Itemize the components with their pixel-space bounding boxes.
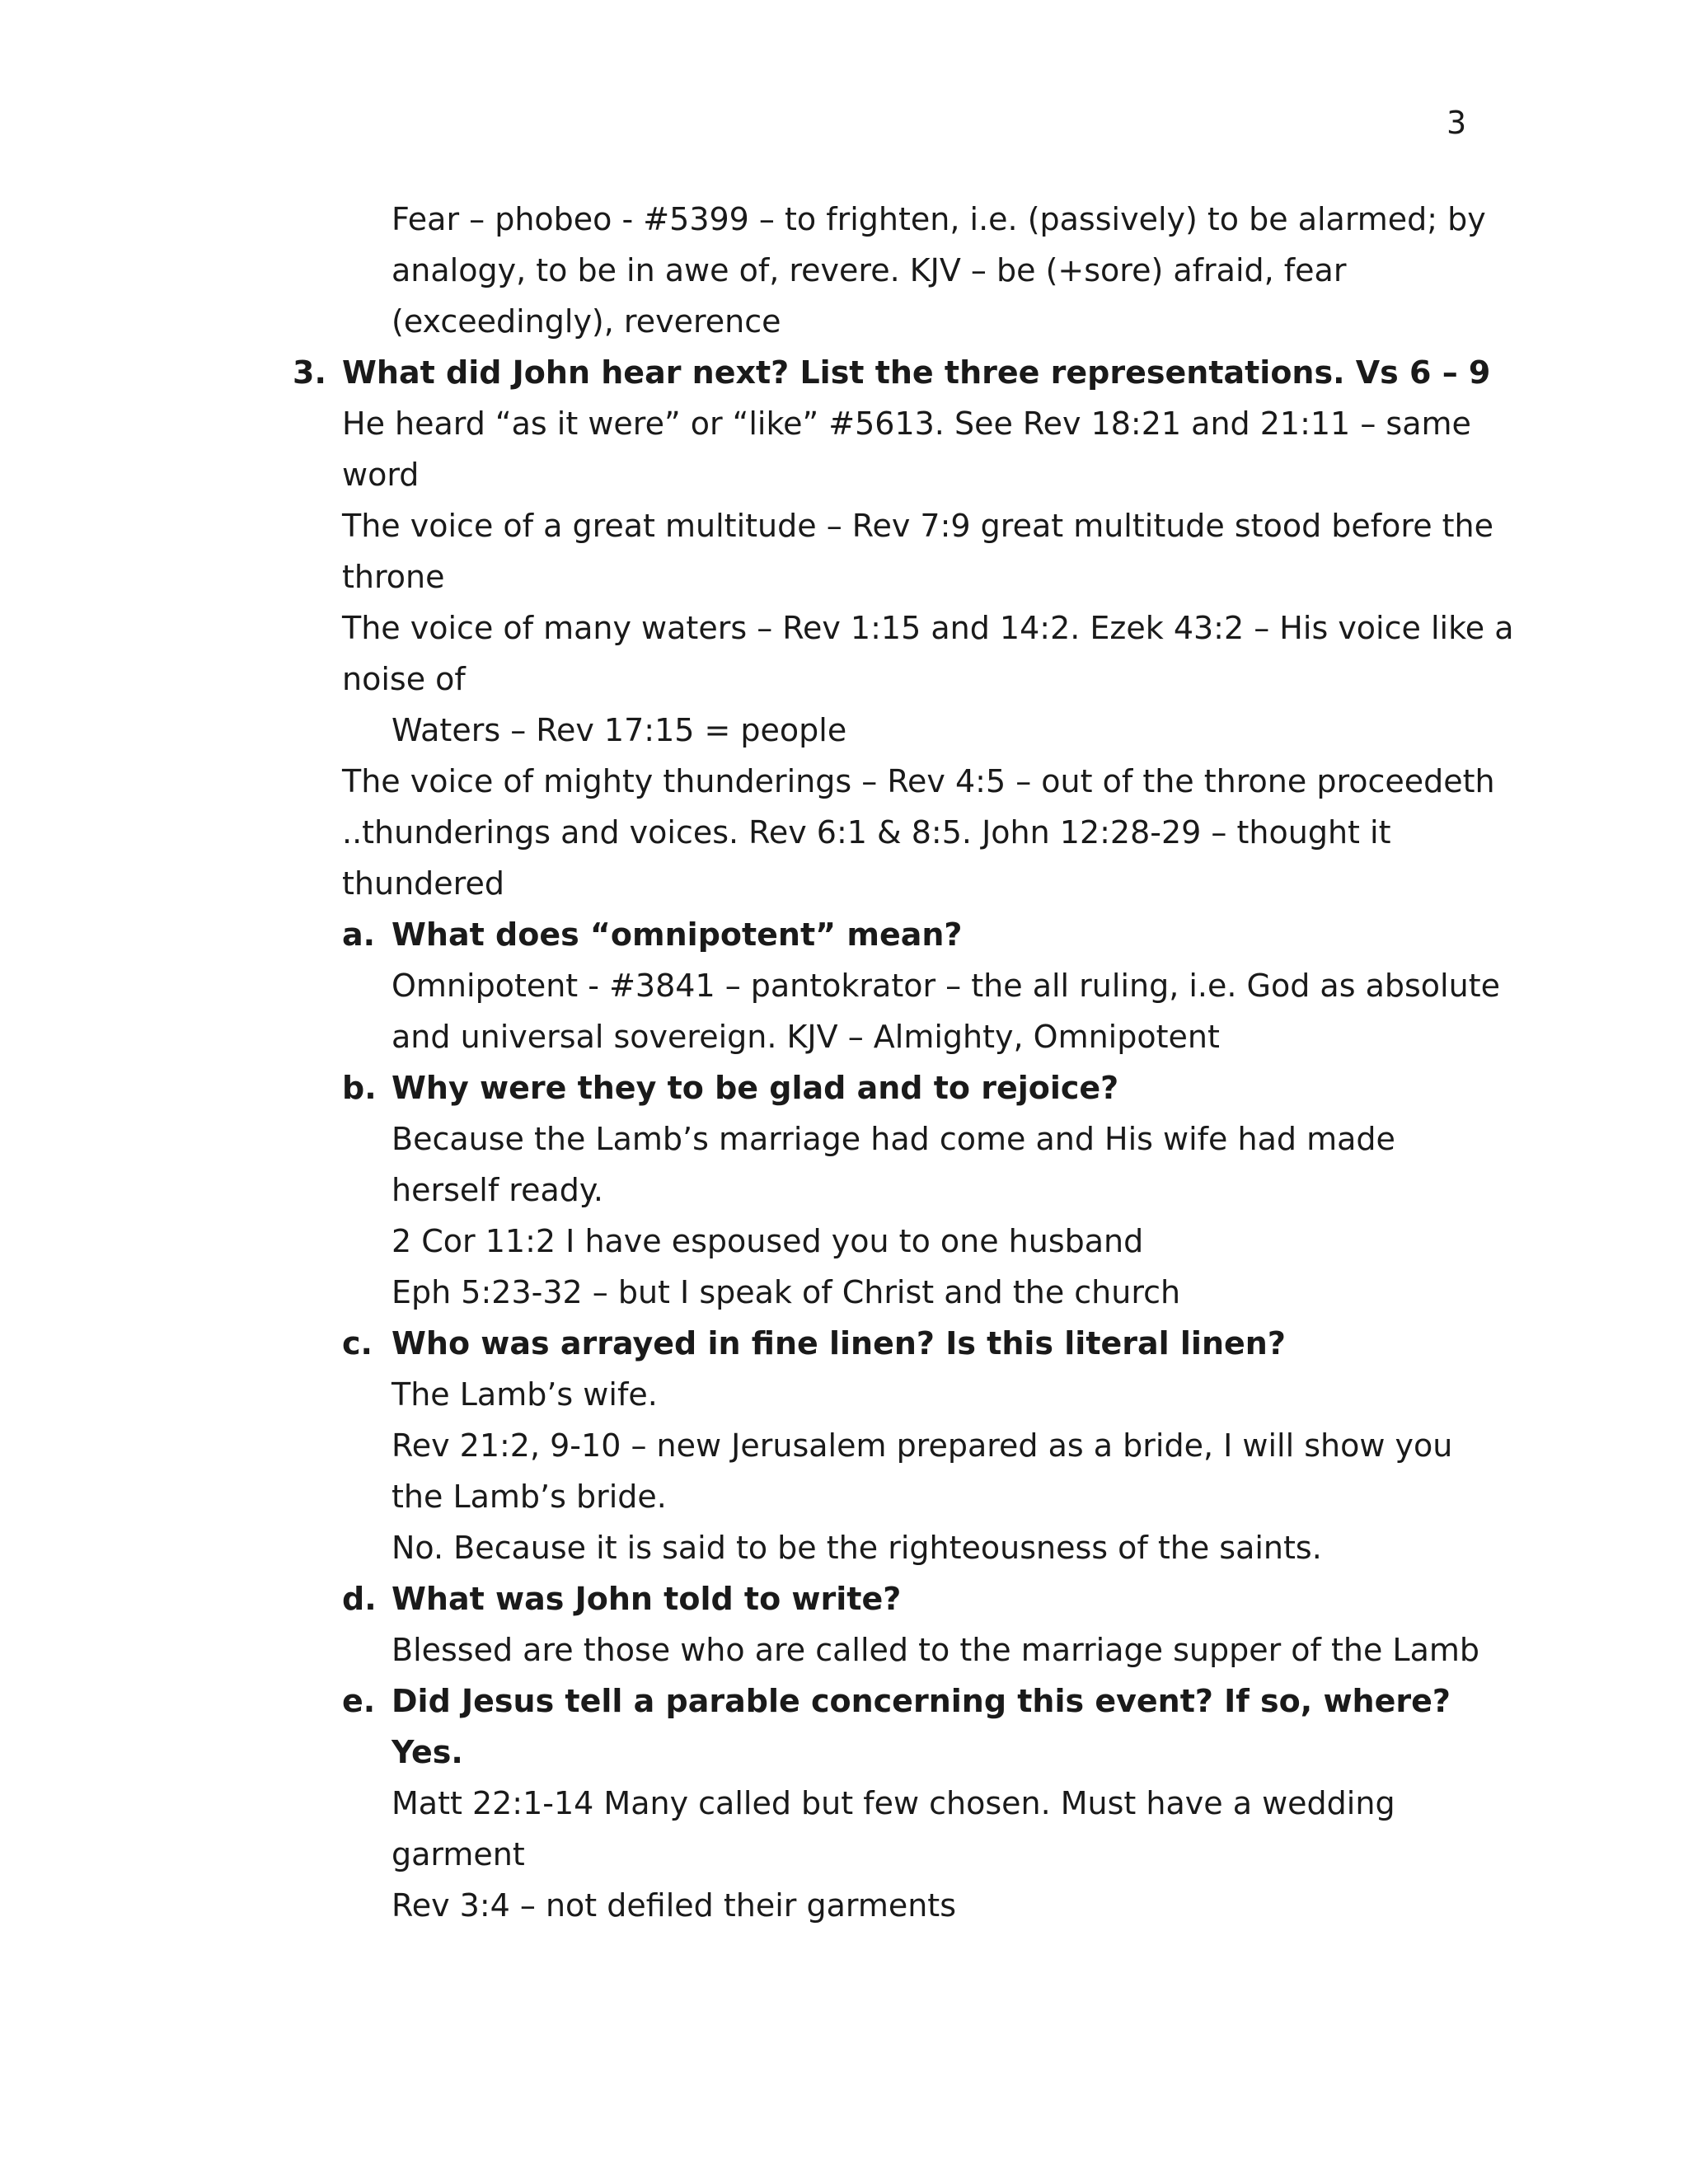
question-3-number: 3. <box>293 354 326 391</box>
subquestion-e-text: Did Jesus tell a parable concerning this event? If so, where? <box>392 1683 1451 1719</box>
subquestion-c-marker: c. <box>342 1325 373 1361</box>
answer-line: The Lamb’s wife. <box>392 1376 658 1413</box>
answer-line: herself ready. <box>392 1172 604 1208</box>
subquestion-d-marker: d. <box>342 1581 377 1617</box>
answer-line-waters: Waters – Rev 17:15 = people <box>392 712 847 748</box>
subquestion-b <box>0 1062 1688 1113</box>
subquestion-a <box>0 909 1688 960</box>
answer-line: thundered <box>342 865 504 902</box>
subquestion-e <box>0 1675 1688 1727</box>
question-3 <box>0 347 1688 398</box>
answer-line: The voice of a great multitude – Rev 7:9 great multitude stood before the <box>342 508 1494 544</box>
subquestion-a-text: What does “omnipotent” mean? <box>392 916 963 953</box>
subquestion-e-marker: e. <box>342 1683 376 1719</box>
answer-line: The voice of many waters – Rev 1:15 and 14:2. Ezek 43:2 – His voice like a <box>342 610 1514 646</box>
answer-line: Eph 5:23-32 – but I speak of Christ and the church <box>392 1274 1181 1310</box>
subquestion-b-text: Why were they to be glad and to rejoice? <box>392 1070 1119 1106</box>
answer-line: Matt 22:1-14 Many called but few chosen. Must have a wedding <box>392 1785 1395 1821</box>
answer-line: throne <box>342 559 445 595</box>
subquestion-c-text: Who was arrayed in fine linen? Is this literal linen? <box>392 1325 1286 1361</box>
answer-line: Rev 3:4 – not defiled their garments <box>392 1887 957 1924</box>
answer-line: word <box>342 457 420 493</box>
fear-definition-line-1: Fear – phobeo - #5399 – to frighten, i.e. (passively) to be alarmed; by <box>392 201 1486 237</box>
answer-line: ..thunderings and voices. Rev 6:1 & 8:5. John 12:28-29 – thought it <box>342 814 1391 851</box>
fear-definition-line-3: (exceedingly), reverence <box>392 303 781 340</box>
subquestion-d-text: What was John told to write? <box>392 1581 902 1617</box>
subquestion-d <box>0 1573 1688 1624</box>
answer-line: Because the Lamb’s marriage had come and His wife had made <box>392 1121 1395 1157</box>
question-3-text: What did John hear next? List the three representations. Vs 6 – 9 <box>342 354 1491 391</box>
document-body <box>0 194 1688 1931</box>
answer-line: noise of <box>342 661 466 697</box>
answer-line: Rev 21:2, 9-10 – new Jerusalem prepared as a bride, I will show you <box>392 1427 1453 1464</box>
answer-line: The voice of mighty thunderings – Rev 4:5 – out of the throne proceedeth <box>342 763 1495 799</box>
answer-line: 2 Cor 11:2 I have espoused you to one husband <box>392 1223 1144 1259</box>
subquestion-b-marker: b. <box>342 1070 377 1106</box>
answer-line: He heard “as it were” or “like” #5613. See Rev 18:21 and 21:11 – same <box>342 405 1471 442</box>
answer-line-bold: Yes. <box>392 1734 463 1770</box>
fear-definition-line-2: analogy, to be in awe of, revere. KJV – be (+sore) afraid, fear <box>392 252 1347 288</box>
subquestion-a-marker: a. <box>342 916 376 953</box>
answer-line: No. Because it is said to be the righteousness of the saints. <box>392 1530 1322 1566</box>
subquestion-c <box>0 1318 1688 1369</box>
page-number: 3 <box>1447 105 1467 141</box>
answer-line: the Lamb’s bride. <box>392 1479 667 1515</box>
answer-line: Blessed are those who are called to the marriage supper of the Lamb <box>392 1632 1480 1668</box>
answer-line: Omnipotent - #3841 – pantokrator – the all ruling, i.e. God as absolute <box>392 968 1500 1004</box>
answer-line: garment <box>392 1836 525 1872</box>
answer-line: and universal sovereign. KJV – Almighty, Omnipotent <box>392 1019 1220 1055</box>
